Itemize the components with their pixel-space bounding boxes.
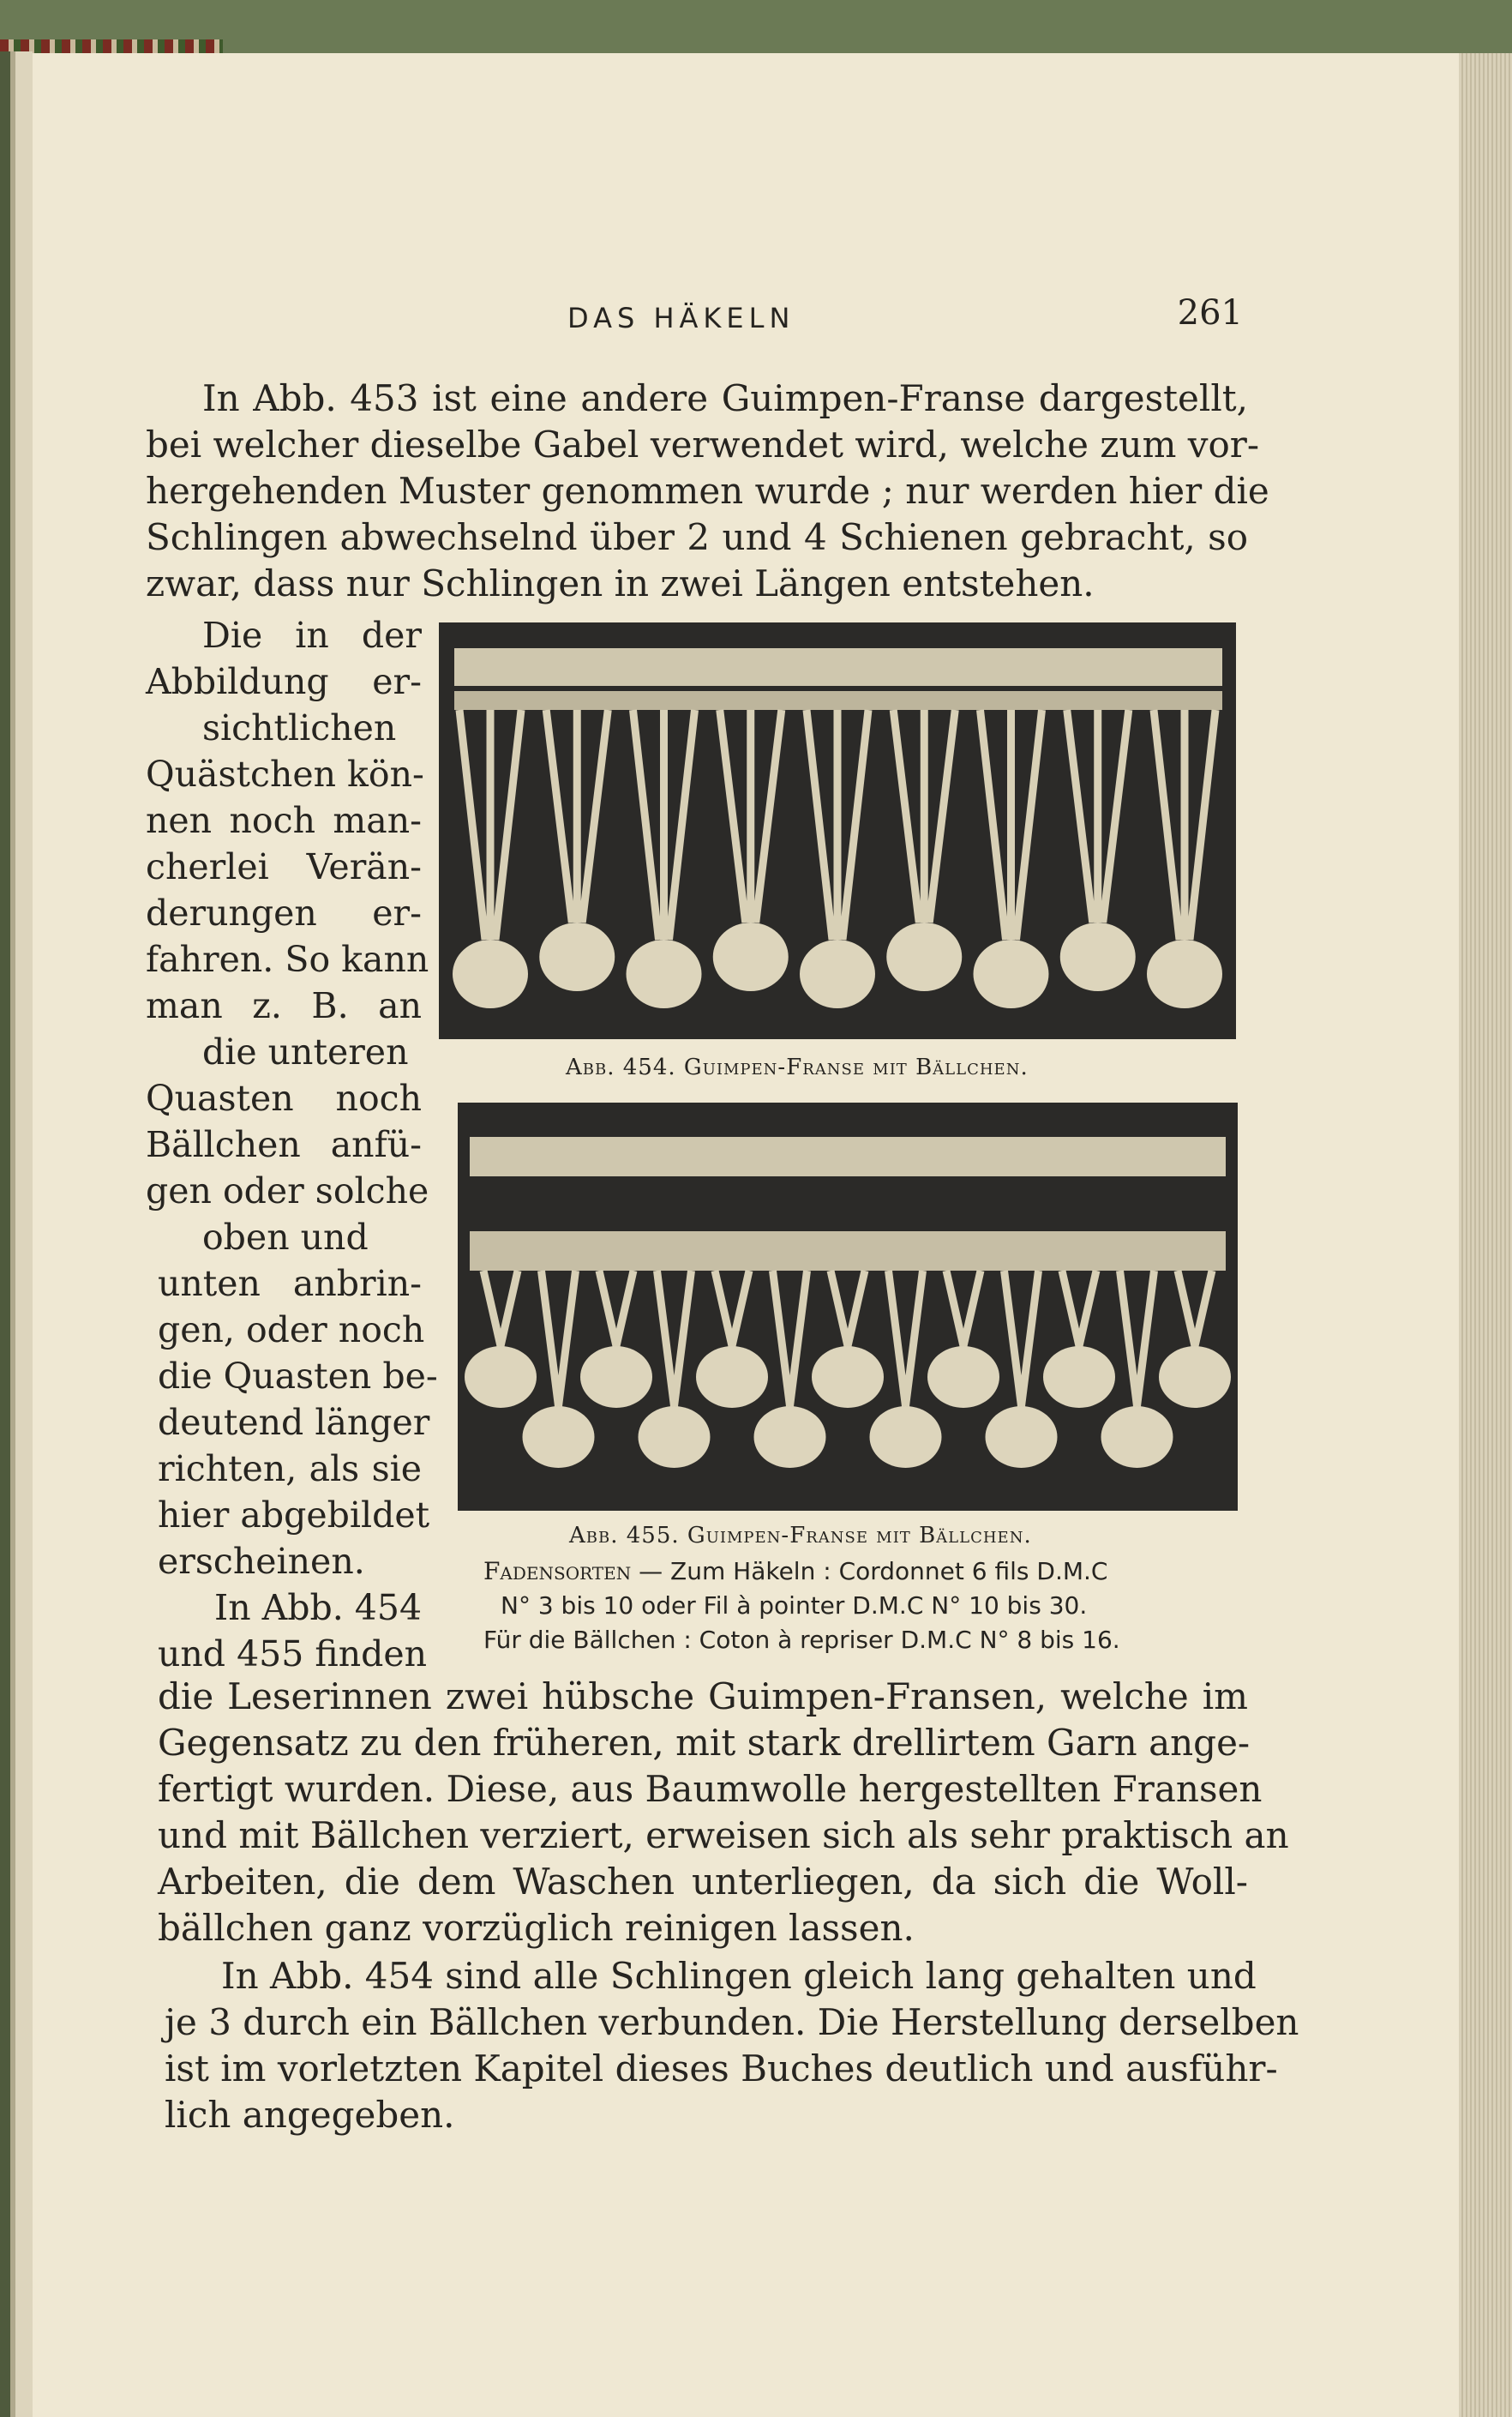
para2-line: Arbeiten, die dem Waschen unterliegen, da sich die Woll- <box>158 1861 1248 1903</box>
para2-line: die Leserinnen zwei hübsche Guimpen-Fransen, welche im <box>158 1675 1248 1717</box>
para1-line: In Abb. 453 ist eine andere Guimpen-Franse dargestellt, <box>202 377 1248 419</box>
para3-line: In Abb. 454 sind alle Schlingen gleich lang gehalten und <box>221 1955 1257 1997</box>
side-line: fahren. So kann <box>146 939 429 980</box>
fringe-ball <box>453 940 528 1008</box>
figure-454-number: Abb. 454. <box>566 1055 676 1080</box>
para2-line: bällchen ganz vorzüglich reinigen lassen. <box>158 1907 915 1949</box>
side-line: man z. B. an <box>146 985 422 1026</box>
figure-455-image <box>458 1103 1238 1511</box>
para1-line: Schlingen abwechselnd über 2 und 4 Schienen gebracht, so <box>146 516 1248 558</box>
side-line: hier abgebildet <box>158 1494 430 1536</box>
fringe-illustration-454 <box>439 622 1236 1039</box>
fringe-ball <box>580 1346 652 1408</box>
fringe-ball <box>800 940 875 1008</box>
para3-line: ist im vorletzten Kapitel dieses Buches deutlich und ausführ- <box>165 2047 1278 2089</box>
page-number: 261 <box>1177 293 1243 333</box>
fringe-ball <box>754 1406 826 1468</box>
yarn-note-line: Für die Bällchen : Coton à repriser D.M.C N° 8 bis 16. <box>483 1626 1120 1654</box>
fringe-ball <box>986 1406 1058 1468</box>
para2-line: fertigt wurden. Diese, aus Baumwolle hergestellten Fransen <box>158 1768 1263 1810</box>
side-line: unten anbrin- <box>158 1263 422 1304</box>
side-line: Die in der <box>202 615 422 656</box>
side-line: In Abb. 454 <box>214 1587 423 1628</box>
fringe-illustration-455 <box>458 1103 1238 1511</box>
side-line: derungen er- <box>146 893 422 934</box>
page-header <box>557 293 1243 345</box>
fringe-ball <box>886 923 962 991</box>
page-edges <box>1459 53 1512 2417</box>
fringe-ball <box>696 1346 768 1408</box>
side-line: nen noch man- <box>146 800 422 841</box>
side-line: Abbildung er- <box>146 661 422 702</box>
fringe-ball <box>1159 1346 1231 1408</box>
fringe-ball <box>639 1406 711 1468</box>
yarn-note-line <box>483 1557 1107 1585</box>
figure-454-title: Guimpen-Franse mit Bällchen. <box>683 1055 1029 1080</box>
side-line: sichtlichen <box>202 707 397 749</box>
fringe-ball <box>870 1406 942 1468</box>
fringe-ball <box>1043 1346 1115 1408</box>
fringe-ball <box>1101 1406 1173 1468</box>
figure-455-number: Abb. 455. <box>569 1523 680 1548</box>
side-line: gen oder solche <box>146 1170 429 1212</box>
side-line: Bällchen anfü- <box>146 1124 422 1165</box>
side-line: oben und <box>202 1217 369 1258</box>
side-line: die Quasten be- <box>158 1356 438 1397</box>
para1-line: zwar, dass nur Schlingen in zwei Längen entstehen. <box>146 562 1095 604</box>
fringe-ball <box>523 1406 595 1468</box>
para3-line: lich angegeben. <box>165 2094 455 2136</box>
side-line: deutend länger <box>158 1402 430 1443</box>
para2-line: und mit Bällchen verziert, erweisen sich als sehr praktisch an <box>158 1814 1289 1856</box>
yarn-note-text: — Zum Häkeln : Cordonnet 6 fils D.M.C <box>631 1557 1108 1585</box>
para3-line: je 3 durch ein Bällchen verbunden. Die Herstellung derselben <box>165 2001 1299 2043</box>
fringe-ball <box>713 923 789 991</box>
fringe-ball <box>974 940 1049 1008</box>
side-line: cherlei Verän- <box>146 846 422 887</box>
fringe-ball <box>812 1346 884 1408</box>
side-line: gen, oder noch <box>158 1309 425 1350</box>
figure-455-caption <box>569 1523 1032 1548</box>
fringe-ball <box>927 1346 999 1408</box>
fringe-ball <box>539 923 615 991</box>
yarn-note-line: N° 3 bis 10 oder Fil à pointer D.M.C N° 10 bis 30. <box>501 1591 1088 1620</box>
para1-line: hergehenden Muster genommen wurde ; nur werden hier die <box>146 470 1269 512</box>
side-line: und 455 finden <box>158 1633 428 1674</box>
yarn-note-label: Fadensorten <box>483 1557 632 1585</box>
side-line: Quasten noch <box>146 1078 422 1119</box>
book-cover-edge <box>0 0 1512 53</box>
page-gutter <box>0 51 33 2417</box>
fringe-ball <box>465 1346 537 1408</box>
figure-454-image <box>439 622 1236 1039</box>
para1-line: bei welcher dieselbe Gabel verwendet wird, welche zum vor- <box>146 424 1260 466</box>
figure-454-caption <box>566 1055 1029 1080</box>
para2-line: Gegensatz zu den früheren, mit stark drellirtem Garn ange- <box>158 1722 1251 1764</box>
running-title: DAS HÄKELN <box>567 302 795 334</box>
fringe-ball <box>1060 923 1136 991</box>
figure-455-title: Guimpen-Franse mit Bällchen. <box>687 1523 1032 1548</box>
fringe-ball <box>1147 940 1222 1008</box>
side-line: erscheinen. <box>158 1541 365 1582</box>
side-line: richten, als sie <box>158 1448 422 1489</box>
side-line: Quästchen kön- <box>146 754 424 795</box>
side-line: die unteren <box>202 1031 409 1073</box>
fringe-ball <box>627 940 702 1008</box>
